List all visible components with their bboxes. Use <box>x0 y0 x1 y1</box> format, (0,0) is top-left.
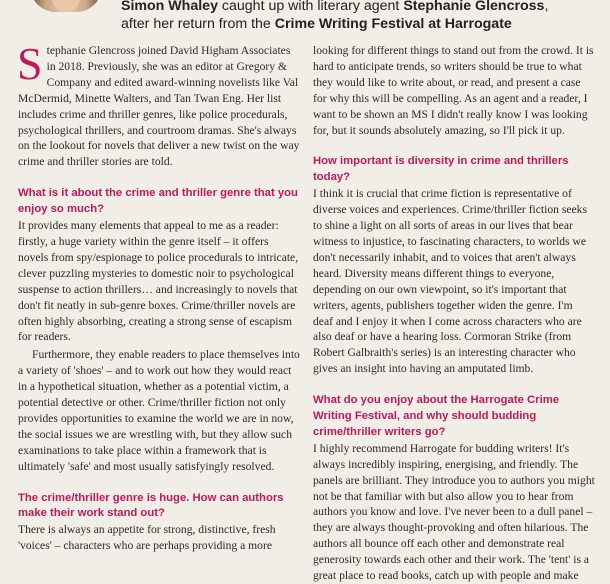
festival-name: Crime Writing Festival at Harrogate <box>274 16 512 32</box>
answer-4-paragraph: I highly recommend Harrogate for budding writers! It's always incredibly inspiring, energising, and friendly. The panels are brilliant. They introduce you to authors you might not be that familiar with but also allow you to hear from authors you know and love. I've never been to a dull panel – they are always thought-provoking and often hilarious. The authors all bounce off each other and demonstrate real generosity towards each other and their work. The 'tent' is a great place to read books, catch up with people and make <box>313 441 595 583</box>
agent-photo <box>30 0 102 12</box>
article-standfirst: Simon Whaley caught up with literary agent Stephanie Glencross, after her return from the Crime Writing Festival at Harrogate <box>121 0 549 32</box>
question-4: What do you enjoy about the Harrogate Crime Writing Festival, and why should budding crime/thriller writers go? <box>313 394 560 438</box>
question-1: What is it about the crime and thriller genre that you enjoy so much? <box>18 187 298 216</box>
question-3: How important is diversity in crime and thrillers today? <box>313 155 569 184</box>
question-2: The crime/thriller genre is huge. How can authors make their work stand out? <box>18 491 284 520</box>
left-column <box>17 38 300 554</box>
intro-paragraph: Stephanie Glencross joined David Higham Associates in 2018. Previously, she was an editor at Gregory & Company and edited award-winning novelists like Val McDermid, Minette Walters, and Tan Twan Eng. Her list includes crime and thriller genres, like police procedurals, psychological thrillers, and courtroom dramas. She's always on the lookout for novels that deliver a new twist on the way crime and thriller stories are told. <box>17 38 300 169</box>
drop-cap: S <box>17 38 43 89</box>
answer-3-paragraph: I think it is crucial that crime fiction is representative of diverse voices and experiences. Crime/thriller fiction seeks to shine a light on all sorts of areas in our lives that bear witness to injustice, to fascinating characters, to worlds we don't necessarily inhabit, and to voices that aren't always heard. Diversity means different things to everyone, depending on our own viewpoint, so it's important that writers, agents, publishers together widen the genre. I'm deaf and I enjoy it when I come across characters who are also deaf or have a hearing loss. Cormoran Strike (from Robert Galbraith's series) is an interesting character who gives an insight into having an amputated limb. <box>313 187 587 376</box>
answer-2-continued: looking for different things to stand out from the crowd. It is hard to anticipate trends, so writers should be true to what they would like to write about, or read, and present a case for why this will be compelling. As an agent and a reader, I want to be shown an MS I didn't really know I was looking for, but it sounds absolutely amazing, so I'll pick it up. <box>313 44 594 137</box>
answer-2-paragraph: There is always an appetite for strong, distinctive, fresh 'voices' – characters who are perhaps providing a more <box>18 523 276 553</box>
author-name: Simon Whaley <box>121 0 218 14</box>
agent-name: Stephanie Glencross <box>403 0 545 14</box>
answer-1-paragraph-2: Furthermore, they enable readers to place themselves into a variety of 'shoes' – and to work out how they would react in a hypothetical situation, whether as a potential victim, a potential detective or other. Crime/thriller fiction not only provides opportunities to examine the world we are in now, the social issues we are wrestling with, but they allow such examinations to take place within a framework that is ultimately 'safe' and most usually satisfyingly resolved. <box>18 348 300 473</box>
answer-1-paragraph-1: It provides many elements that appeal to me as a reader: firstly, a huge variety within the genre itself – it offers novels from spy/espionage to police procedurals to intricate, clever puzzling mysteries to domestic noir to psychological suspense to action thrillers… and increasingly to novels that don't fit neatly in sub-genre boxes. Crime/thriller novels are often highly absorbing, creating a strong sense of escapism for readers. <box>18 219 299 344</box>
right-column <box>313 43 595 584</box>
